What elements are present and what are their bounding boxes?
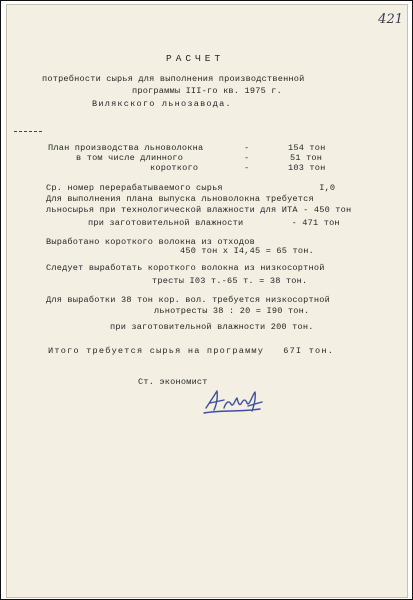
- document-title: РАСЧЕТ: [166, 53, 225, 64]
- tech-humidity-line: льносырья при технологической влажности для ИТА - 450 тон: [46, 205, 352, 215]
- plan-total-dash: -: [244, 143, 250, 153]
- low-grade-line: Для выработки 38 тон кор. вол. требуется низкосортной: [46, 295, 330, 305]
- low-grade-humidity-line: при заготовительной влажности 200 тон.: [110, 322, 314, 332]
- short-fiber-needed-calc: тресты I03 т.-65 т. = 38 тон.: [152, 276, 308, 286]
- subtitle-line-1: потребности сырья для выполнения производственной: [42, 74, 305, 84]
- procurement-humidity-line: при заготовительной влажности - 471 тон: [88, 218, 340, 228]
- plan-long-dash: -: [244, 153, 250, 163]
- short-fiber-waste-calc: 450 тон х I4,45 = 65 тон.: [180, 246, 314, 256]
- raw-material-number: Ср. номер перерабатываемого сырья I,0: [46, 183, 336, 193]
- margin-dash-rule: [14, 131, 42, 132]
- plan-long-label: в том числе длинного: [76, 153, 184, 163]
- plan-short-dash: -: [244, 163, 250, 173]
- plan-total-value: 154 тон: [288, 143, 326, 153]
- plan-long-value: 51 тон: [290, 153, 323, 163]
- short-fiber-waste-line: Выработано короткого волокна из отходов: [46, 237, 255, 247]
- plan-short-value: 103 тон: [288, 163, 326, 173]
- signature-label: Ст. экономист: [138, 377, 208, 387]
- total-requirement-line: Итого требуется сырья на программу 67I тон.: [48, 346, 335, 356]
- plan-short-label: короткого: [150, 163, 199, 173]
- subtitle-line-2: программы III-го кв. 1975 г.: [132, 86, 282, 96]
- economist-signature: [200, 382, 280, 418]
- requirement-intro: Для выполнения плана выпуска льноволокна требуется: [46, 194, 314, 204]
- low-grade-calc: льнотресты 38 : 20 = I90 тон.: [154, 306, 310, 316]
- subtitle-line-3: Вилякского льнозавода.: [92, 99, 232, 109]
- plan-total-label: План производства льноволокна: [48, 143, 204, 153]
- short-fiber-needed-line: Следует выработать короткого волокна из низкосортной: [46, 263, 325, 273]
- page-number: 421: [378, 12, 403, 27]
